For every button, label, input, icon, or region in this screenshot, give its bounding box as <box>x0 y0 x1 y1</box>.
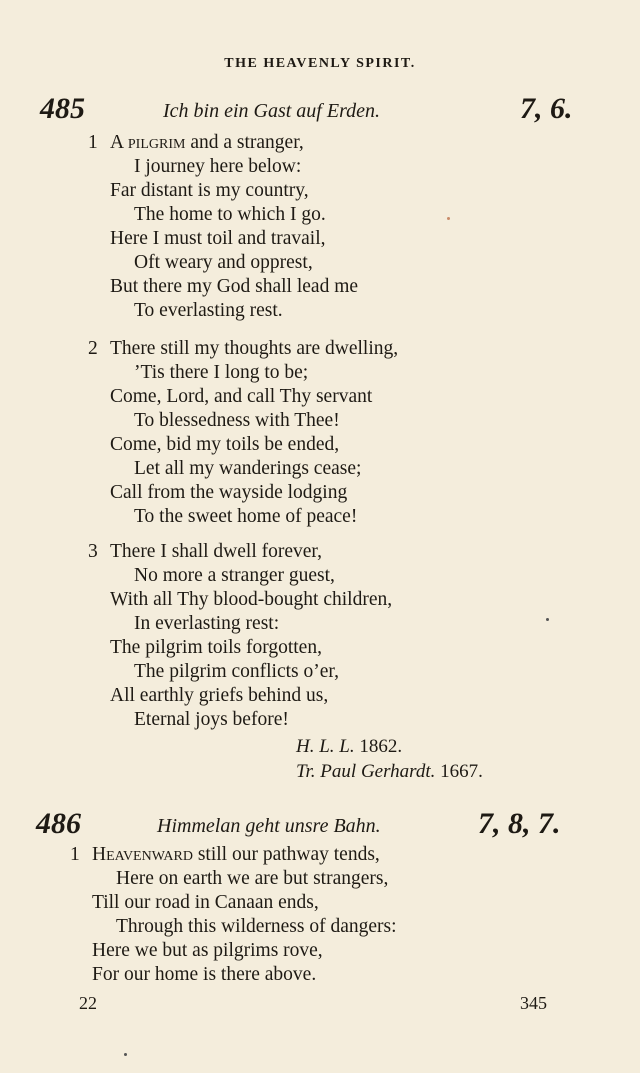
verse-line: Come, bid my toils be ended, <box>110 434 340 455</box>
verse-first-word: A pilgrim <box>110 132 186 153</box>
hymn-meter: 7, 6. <box>520 92 573 125</box>
paper-speck <box>124 1053 127 1056</box>
verse-number: 1 <box>70 844 80 865</box>
verse-line: The pilgrim toils forgotten, <box>110 637 322 658</box>
verse-line: No more a stranger guest, <box>134 565 335 586</box>
verse-line: Come, Lord, and call Thy servant <box>110 386 373 407</box>
verse-line: All earthly griefs behind us, <box>110 685 329 706</box>
verse-line: Eternal joys before! <box>134 709 289 730</box>
verse-line: To blessedness with Thee! <box>134 410 340 431</box>
hymn-486-header <box>0 807 640 847</box>
verse-line: To everlasting rest. <box>134 300 283 321</box>
verse-line: Till our road in Canaan ends, <box>92 892 319 913</box>
attribution-author: H. L. L. 1862. <box>296 736 403 757</box>
attribution-translator: Tr. Paul Gerhardt. 1667. <box>296 761 483 782</box>
verse-line: ’Tis there I long to be; <box>134 362 309 383</box>
verse-line: To the sweet home of peace! <box>134 506 358 527</box>
verse-line: Oft weary and opprest, <box>134 252 313 273</box>
hymn-meter: 7, 8, 7. <box>478 807 561 840</box>
verse-line: In everlasting rest: <box>134 613 280 634</box>
page-number: 345 <box>520 993 547 1013</box>
verse-line: 1 A pilgrim and a stranger, <box>88 132 304 153</box>
verse-line: 1 Heavenward still our pathway tends, <box>70 844 380 865</box>
hymn-485-header <box>0 92 640 132</box>
hymn-title: Himmelan geht unsre Bahn. <box>157 815 381 837</box>
hymn-number: 485 <box>40 92 85 125</box>
verse-line: Here we but as pilgrims rove, <box>92 940 323 961</box>
verse-line: But there my God shall lead me <box>110 276 359 297</box>
verse-line: Here I must toil and travail, <box>110 228 326 249</box>
paper-speck <box>447 217 450 220</box>
verse-line: Far distant is my country, <box>110 180 309 201</box>
verse-line: Call from the wayside lodging <box>110 482 348 503</box>
verse-line: Here on earth we are but strangers, <box>116 868 389 889</box>
verse-line: The home to which I go. <box>134 204 326 225</box>
hymn-number: 486 <box>36 807 81 840</box>
verse-line: With all Thy blood-bought children, <box>110 589 393 610</box>
paper-speck <box>546 618 549 621</box>
verse-first-word: Heavenward <box>92 844 193 865</box>
verse-line: Let all my wanderings cease; <box>134 458 362 479</box>
verse-number: 1 <box>88 132 98 153</box>
verse-line: For our home is there above. <box>92 964 317 985</box>
verse-line: 2 There still my thoughts are dwelling, <box>88 338 399 359</box>
hymn-title: Ich bin ein Gast auf Erden. <box>163 100 381 122</box>
running-head: THE HEAVENLY SPIRIT. <box>224 56 416 71</box>
verse-line: I journey here below: <box>134 156 302 177</box>
signature-mark: 22 <box>79 993 97 1013</box>
verse-line: Through this wilderness of dangers: <box>116 916 397 937</box>
verse-number: 3 <box>88 541 98 562</box>
verse-line: 3 There I shall dwell forever, <box>88 541 322 562</box>
verse-line: The pilgrim conflicts o’er, <box>134 661 339 682</box>
verse-number: 2 <box>88 338 98 359</box>
